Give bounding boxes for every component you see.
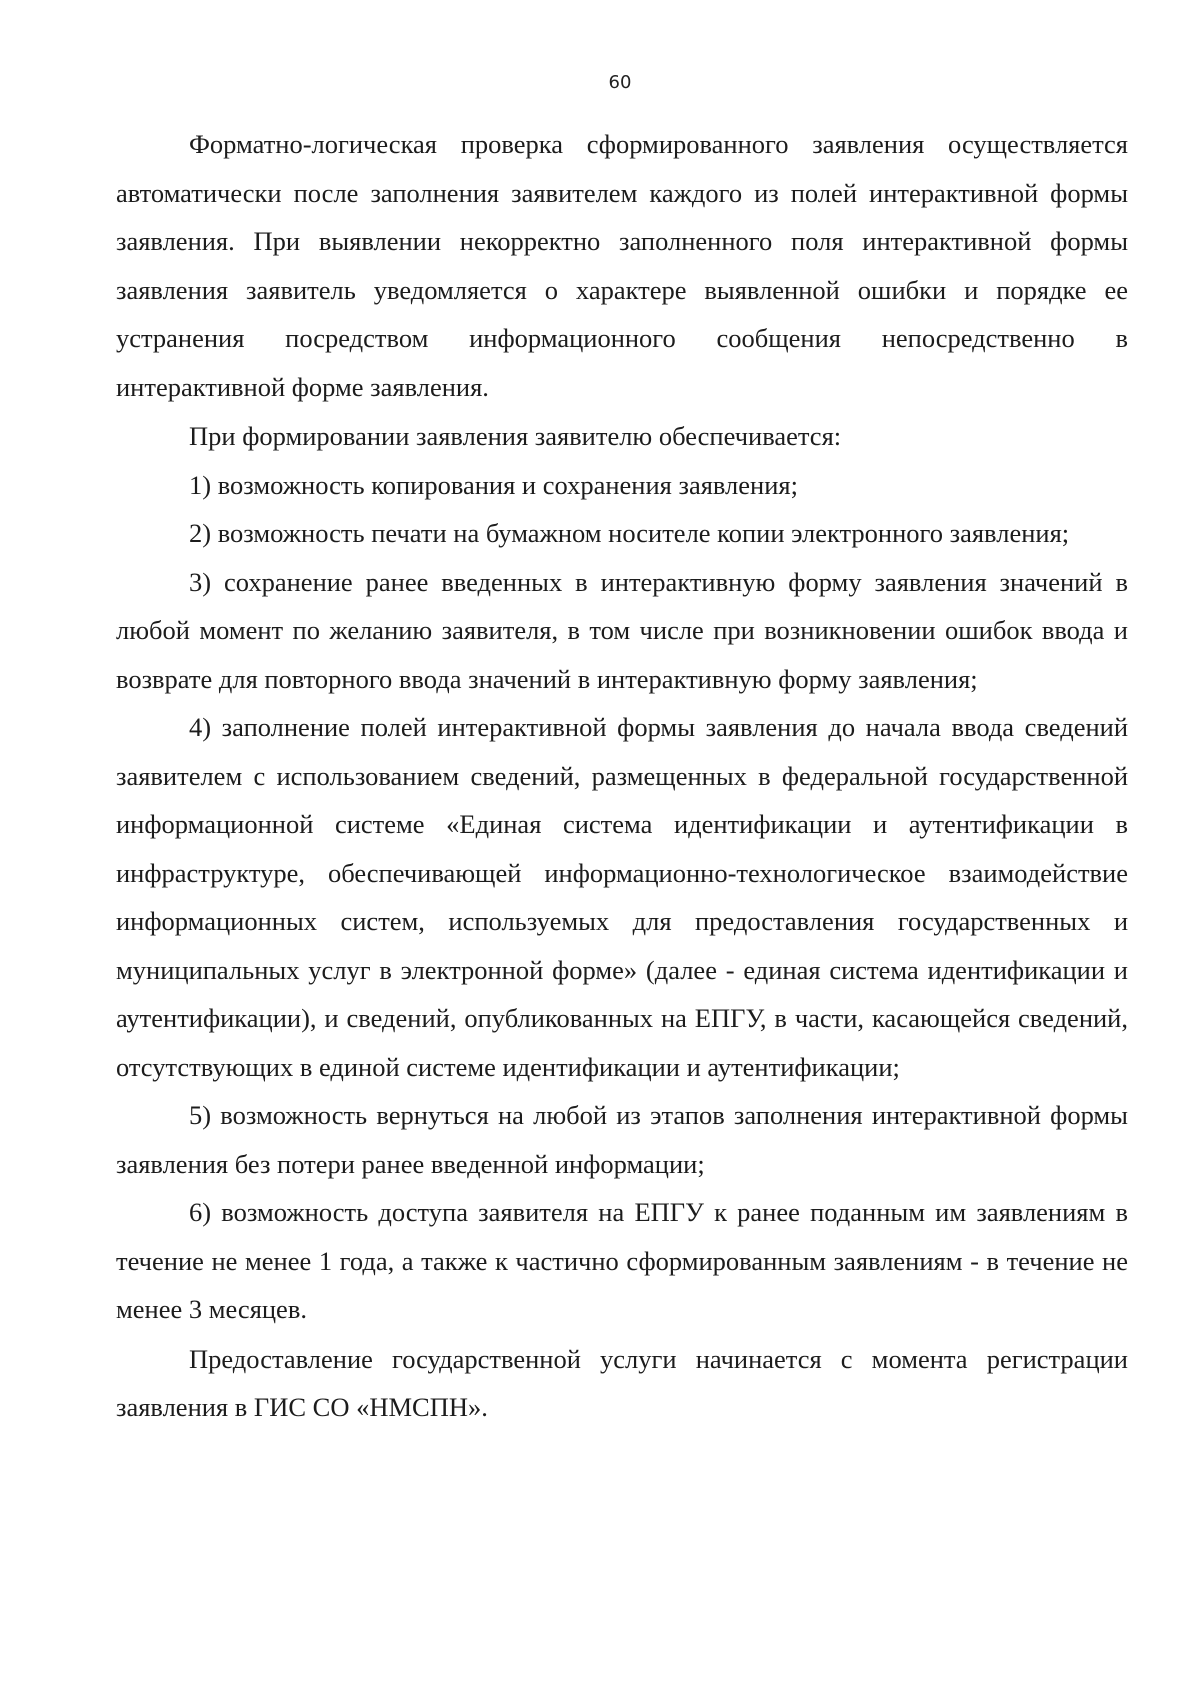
list-item-6: 6) возможность доступа заявителя на ЕПГУ к ранее поданным им заявлениям в течение не менее 1 года, а также к частично сформированным заявлениям - в течение не менее 3 месяцев. — [116, 1197, 1128, 1324]
list-item-4: 4) заполнение полей интерактивной формы заявления до начала ввода сведений заявителем с использованием сведений, размещенных в федеральной государственной информационной системе «Единая система идентификации и аутентификации в инфраструктуре, обеспечивающей информационно-технологическое взаимодействие информационных систем, используемых для предоставления государственных и муниципальных услуг в электронной форме» (далее - единая система идентификации и аутентификации), и сведений, опубликованных на ЕПГУ, в части, касающейся сведений, отсутствующих в единой системе идентификации и аутентификации; — [116, 712, 1128, 1082]
paragraph-format-check: Форматно-логическая проверка сформированного заявления осуществляется автоматически после заполнения заявителем каждого из полей интерактивной формы заявления. При выявлении некорректно заполненного поля интерактивной формы заявления заявитель уведомляется о характере выявленной ошибки и порядке ее устранения посредством информационного сообщения непосредственно в интерактивной форме заявления. — [116, 129, 1128, 402]
list-item-5: 5) возможность вернуться на любой из этапов заполнения интерактивной формы заявления без потери ранее введенной информации; — [116, 1100, 1128, 1179]
list-item-1: 1) возможность копирования и сохранения заявления; — [189, 469, 798, 500]
paragraph-service-start: Предоставление государственной услуги начинается с момента регистрации заявления в ГИС СО «НМСПН». — [116, 1343, 1128, 1422]
paragraph-provisions-intro: При формировании заявления заявителю обеспечивается: — [189, 421, 842, 451]
document-body — [116, 120, 1128, 1432]
list-item-2: 2) возможность печати на бумажном носителе копии электронного заявления; — [189, 518, 1070, 548]
list-item-3: 3) сохранение ранее введенных в интерактивную форму заявления значений в любой момент по желанию заявителя, в том числе при возникновении ошибок ввода и возврате для повторного ввода значений в интерактивную форму заявления; — [116, 566, 1128, 694]
page-number: 60 — [608, 72, 632, 93]
